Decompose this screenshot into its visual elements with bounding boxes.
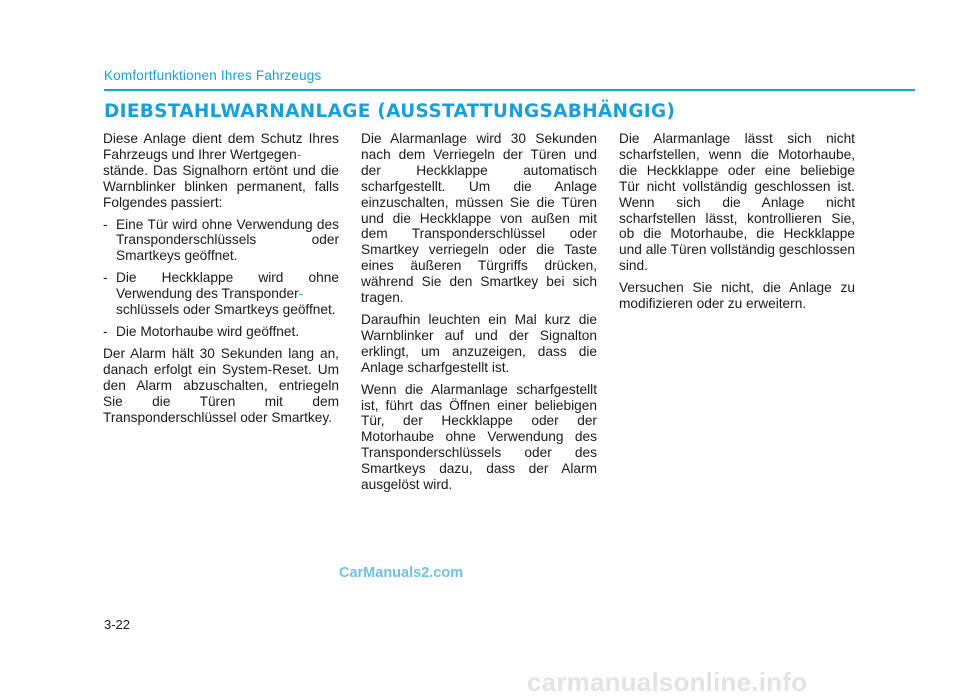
list-dash: - [103, 216, 108, 232]
list-item-text: Eine Tür wird ohne Verwendung des Transponderschlüssels oder Smartkeys geöffnet. [116, 216, 339, 264]
page-title: DIEBSTAHLWARNANLAGE (AUSSTATTUNGSABHÄNGIG) [104, 101, 676, 122]
modification-warning-paragraph: Versuchen Sie nicht, die Anlage zu modifizieren oder zu erweitern. [619, 280, 855, 312]
list-item-text: Die Motorhaube wird geöffnet. [116, 323, 300, 339]
confirmation-paragraph: Daraufhin leuchten ein Mal kurz die Warnblinker auf und der Signalton erklingt, um anzuzeigen, dass die Anlage scharfgestellt ist. [361, 311, 597, 375]
text-column-3 [619, 131, 855, 318]
list-item-text-b: schlüssels oder Smartkeys geöffnet. [116, 302, 336, 318]
intro-text-a: Diese Anlage dient dem Schutz Ihres Fahrzeugs und Ihrer Wertgegen [103, 131, 339, 162]
arming-failure-paragraph: Die Alarmanlage lässt sich nicht scharfstellen, wenn die Motorhaube, die Heckklappe oder eine beliebige Tür nicht vollständig geschlossen ist. Wenn sich die Anlage nicht scharfstellen lässt, kontrollieren Sie, ob die Motorhaube, die Heckklappe und alle Türen vollständig geschlossen sind. [619, 131, 855, 274]
intro-text-b: stände. Das Signalhorn ertönt und die Warnblinker blinken permanent, falls Folgendes passiert: [103, 162, 339, 210]
intro-paragraph [103, 131, 339, 211]
list-item-text [116, 270, 339, 318]
hyphen-mark: - [296, 146, 302, 162]
list-dash: - [103, 323, 108, 339]
list-item [103, 324, 339, 340]
text-column-1 [103, 131, 339, 431]
section-header: Komfortfunktionen Ihres Fahrzeugs [104, 68, 322, 83]
list-item [103, 217, 339, 265]
trigger-paragraph: Wenn die Alarmanlage scharfgestellt ist, führt das Öffnen einer beliebigen Tür, der Heckklappe oder der Motorhaube ohne Verwendung des Transponderschlüssels oder des Smartkeys dazu, dass der Alarm ausgelöst wird. [361, 381, 597, 493]
list-item-text-a: Die Heckklappe wird ohne Verwendung des Transponder [116, 270, 339, 302]
alarm-reset-paragraph: Der Alarm hält 30 Sekunden lang an, danach erfolgt ein System-Reset. Um den Alarm abzuschalten, entriegeln Sie die Türen mit dem Transponderschlüssel oder Smartkey. [103, 345, 339, 425]
text-column-2 [361, 131, 597, 499]
footer-watermark: carmanualsonline.info [527, 667, 808, 697]
watermark-logo: CarManuals2.com [339, 565, 464, 581]
section-divider [104, 89, 915, 91]
arming-paragraph: Die Alarmanlage wird 30 Sekunden nach dem Verriegeln der Türen und der Heckklappe automatisch scharfgestellt. Um die Anlage einzuschalten, müssen Sie die Türen und die Heckklappe von außen mit dem Transponderschlüssel oder Smartkey verriegeln oder die Taste eines äußeren Türgriffs drücken, während Sie den Smartkey bei sich tragen. [361, 131, 597, 306]
list-dash: - [103, 270, 108, 286]
list-item [103, 270, 339, 318]
page-number: 3-22 [104, 617, 131, 632]
hyphen-mark: - [298, 286, 304, 302]
